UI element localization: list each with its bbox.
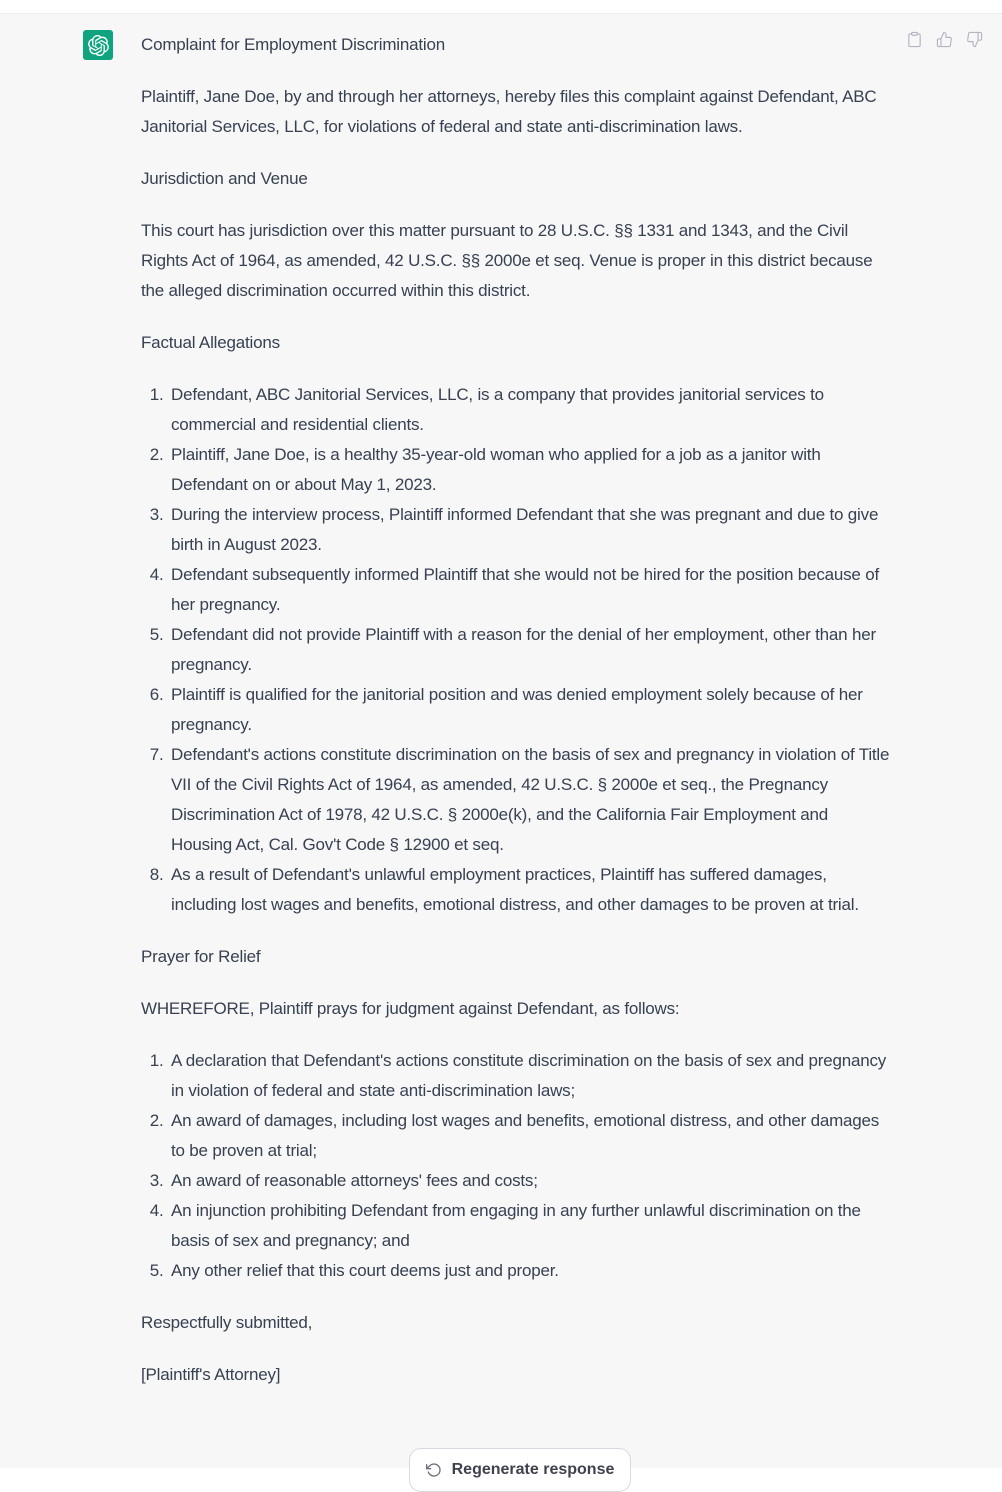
regenerate-response-button[interactable] <box>409 1448 631 1492</box>
regenerate-label: Regenerate response <box>451 1461 615 1478</box>
list-item: 6. Plaintiff is qualified for the janitorial position and was denied employment solely because of her pregnancy. <box>168 680 893 740</box>
list-item: 8. As a result of Defendant's unlawful employment practices, Plaintiff has suffered damages, including lost wages and benefits, emotional distress, and other damages to be proven at trial. <box>168 860 893 920</box>
thumbs-down-icon <box>966 31 983 48</box>
section-heading-jurisdiction: Jurisdiction and Venue <box>141 169 308 188</box>
message-row <box>0 14 1002 1412</box>
prayer-lead-paragraph: WHEREFORE, Plaintiff prays for judgment against Defendant, as follows: <box>141 999 680 1018</box>
jurisdiction-paragraph: This court has jurisdiction over this matter pursuant to 28 U.S.C. §§ 1331 and 1343, and the Civil Rights Act of 1964, as amended, 42 U.S.C. §§ 2000e et seq. Venue is proper in this district because the alleged discrimination occurred within this district. <box>141 221 873 300</box>
closing-line: Respectfully submitted, <box>141 1313 313 1332</box>
assistant-message <box>0 13 1002 1478</box>
prayer-relief-list <box>141 1046 893 1286</box>
list-item: 2. An award of damages, including lost wages and benefits, emotional distress, and other damages to be proven at trial; <box>168 1106 893 1166</box>
thumbs-up-button[interactable] <box>936 31 953 48</box>
thumbs-up-icon <box>936 31 953 48</box>
list-item: 7. Defendant's actions constitute discrimination on the basis of sex and pregnancy in violation of Title VII of the Civil Rights Act of 1964, as amended, 42 U.S.C. § 2000e et seq., the Pregnancy Discrimination Act of 1978, 42 U.S.C. § 2000e(k), and the California Fair Employment and Housing Act, Cal. Gov't Code § 12900 et seq. <box>168 740 893 860</box>
list-item: 4. Defendant subsequently informed Plaintiff that she would not be hired for the position because of her pregnancy. <box>168 560 893 620</box>
list-item: 2. Plaintiff, Jane Doe, is a healthy 35-year-old woman who applied for a job as a janitor with Defendant on or about May 1, 2023. <box>168 440 893 500</box>
list-item: 3. During the interview process, Plaintiff informed Defendant that she was pregnant and due to give birth in August 2023. <box>168 500 893 560</box>
intro-paragraph: Plaintiff, Jane Doe, by and through her attorneys, hereby files this complaint against Defendant, ABC Janitorial Services, LLC, for violations of federal and state anti-discrimination laws. <box>141 87 877 136</box>
list-item: 3. An award of reasonable attorneys' fees and costs; <box>168 1166 893 1196</box>
list-item: 1. A declaration that Defendant's actions constitute discrimination on the basis of sex and pregnancy in violation of federal and state anti-discrimination laws; <box>168 1046 893 1106</box>
document-title: Complaint for Employment Discrimination <box>141 35 445 54</box>
attorney-placeholder: [Plaintiff's Attorney] <box>141 1365 281 1384</box>
previous-message-edge <box>0 0 1002 13</box>
clipboard-icon <box>906 31 923 48</box>
assistant-avatar <box>83 30 113 60</box>
openai-logo-icon <box>88 35 109 56</box>
message-content <box>141 30 893 1412</box>
message-actions <box>906 31 983 48</box>
list-item: 4. An injunction prohibiting Defendant from engaging in any further unlawful discrimination on the basis of sex and pregnancy; and <box>168 1196 893 1256</box>
section-heading-prayer: Prayer for Relief <box>141 947 261 966</box>
section-heading-factual-allegations: Factual Allegations <box>141 333 280 352</box>
list-item: 1. Defendant, ABC Janitorial Services, LLC, is a company that provides janitorial services to commercial and residential clients. <box>168 380 893 440</box>
factual-allegations-list <box>141 380 893 920</box>
list-item: 5. Defendant did not provide Plaintiff with a reason for the denial of her employment, other than her pregnancy. <box>168 620 893 680</box>
list-item: 5. Any other relief that this court deems just and proper. <box>168 1256 893 1286</box>
regenerate-icon <box>426 1462 442 1478</box>
copy-button[interactable] <box>906 31 923 48</box>
thumbs-down-button[interactable] <box>966 31 983 48</box>
